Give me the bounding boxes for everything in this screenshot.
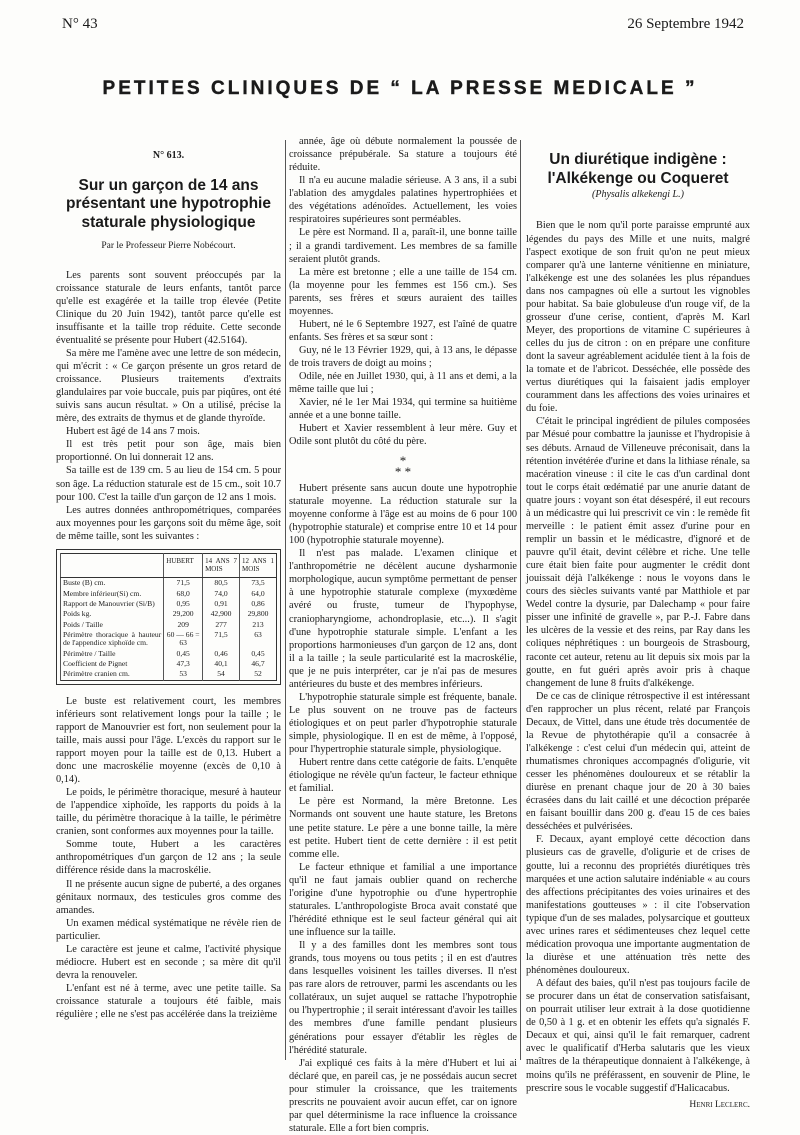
paragraph: Le caractère est jeune et calme, l'activité physique médiocre. Hubert est en seconde ; sa mère dit qu'il devra la renouveler. bbox=[56, 943, 281, 981]
paragraph: Le buste est relativement court, les membres inférieurs sont relativement longs pour la taille ; le rapport de Manouvrier est fort, non seulement pour la taille, mais aussi pour l'âge. L'excès du rapport sur le rapport moyen pour la taille est de 0,13. Hubert a donc une macroskélie moyenne (excès de 0,10 à 0,14). bbox=[56, 695, 281, 786]
paragraph: L'enfant est né à terme, avec une petite taille. Sa croissance staturale a toujours été faible, mais régulière ; elle ne s'est pas accélérée dans la treizième bbox=[56, 983, 281, 1021]
article1-title: Sur un garçon de 14 ans présentant une hypotrophie staturale physiologique bbox=[66, 176, 271, 231]
table-cell: 71,5 bbox=[164, 578, 203, 589]
section-separator: * * * bbox=[394, 452, 412, 480]
paragraph: Le père est Normand. Il a, paraît-il, une bonne taille ; il a grandi tardivement. Les membres de sa famille seraient plutôt grands. bbox=[289, 227, 517, 265]
paragraph: Il est très petit pour son âge, mais bien proportionné. On lui donnerait 12 ans. bbox=[56, 439, 281, 464]
table-cell: 277 bbox=[203, 620, 240, 630]
table-cell: 47,3 bbox=[164, 659, 203, 669]
paragraph: Les autres données anthropométriques, comparées aux moyennes pour les garçons soit du même âge, soit de même taille, sont les suivantes : bbox=[56, 504, 281, 542]
paragraph: L'hypotrophie staturale simple est fréquente, banale. Le plus souvent on ne trouve pas de facteurs étiologiques et on peut parler d'hypotrophie staturale simple, physiologique. Il en est de même, à l'opposé, pour l'hypertrophie staturale simple, physiologique. bbox=[289, 691, 517, 756]
paragraph: De ce cas de clinique rétrospective il est intéressant d'en rapprocher un plus récent, relaté par François Decaux, de Vittel, dans une étude très documentée de la Revue de phytothérapie qu'il a consacrée à l'alkékenge : c'est celui d'un médecin qui, atteint de rhumatismes chroniques accompagnés d'oligurie, vit cesser les phénomènes douloureux et se rétablir la diurèse en prenant chaque jour de 20 à 30 baies écrasées dans du lait caillé et une décoction préparée en faisant bouillir dans 200 g. d'eau 15 de ces baies desséchées et pulvérisées. bbox=[526, 690, 750, 833]
paragraph: Il n'a eu aucune maladie sérieuse. A 3 ans, il a subi l'ablation des amygdales palatines hypertrophiées et des végétations adénoïdes. Actuellement, les voies respiratoires supérieures sont perméables. bbox=[289, 175, 517, 226]
article-number: N° 613. bbox=[152, 150, 185, 161]
paragraph: Hubert est âgé de 14 ans 7 mois. bbox=[66, 426, 200, 438]
table-cell: Périmètre cranien cm. bbox=[61, 669, 164, 680]
table-header-cell: 14 ANS 7 MOIS bbox=[203, 553, 240, 577]
paragraph: Sa taille est de 139 cm. 5 au lieu de 154 cm. 5 pour son âge. La réduction staturale est de 15 cm., soit 10.7 pour 100. C'est la taille d'un garçon de 12 ans 1 mois. bbox=[56, 465, 281, 503]
paragraph: Bien que le nom qu'il porte paraisse emprunté aux légendes du pays des Mille et une nuits, malgré l'aspect exotique de son fruit qu'on ne peut mieux comparer qu'à une lanterne vénitienne en miniature, l'alkékenge est une des solanées les plus répandues dans nos campagnes où elle a surtout les vignobles pour habitat. Sa baie globuleuse d'un rouge vif, de la grosseur d'une cerise, contient, d'après M. Karl Meyer, des proportions de vitamine C supérieures à celles du jus de citron : on en prépare une confiture dont la saveur agréablement acidulée tient à la fois de la tomate et de l'abricot. Desséchée, elle possède des vertus diurétiques qui la faisaient jadis employer couramment dans les affections des voies urinaires et du foie. bbox=[526, 220, 750, 415]
table-cell: 209 bbox=[164, 620, 203, 630]
article2-column bbox=[526, 150, 750, 1111]
table-cell: 68,0 bbox=[164, 589, 203, 599]
table-row bbox=[61, 609, 277, 619]
table-cell: Membre inférieur(Si) cm. bbox=[61, 589, 164, 599]
table-cell: 64,0 bbox=[240, 589, 277, 599]
table-cell: Poids / Taille bbox=[61, 620, 164, 630]
paragraph: F. Decaux, ayant employé cette décoction dans plusieurs cas de gravelle, d'oligurie et de crises de goutte, lui a reconnu des propriétés diurétiques très marquées et une action salutaire indéniable « au cours des affections précipitantes des voies urinaires et des manifestations goutteuses » : il cite l'observation typique d'un de ses malades, polysarcique et goutteux avec urines rares et sédimenteuses chez lequel cette médication provoqua une importante augmentation de la diurèse et une atténuation très nette des phénomènes douloureux. bbox=[526, 834, 750, 976]
paragraph: Somme toute, Hubert a les caractères anthropométriques d'un garçon de 12 ans ; la seule différence réside dans la macroskélie. bbox=[56, 839, 281, 877]
article2-signature: Henri Leclerc. bbox=[689, 1099, 750, 1110]
paragraph: Les parents sont souvent préoccupés par la croissance staturale de leurs enfants, tantôt parce qu'elle est exagérée et la taille trop élevée (Petite Clinique du 20 Juin 1942), tantôt parce qu'elle est insuffisante et la taille trop réduite. Cette seconde éventualité se présente pour Hubert (42.5164). bbox=[56, 269, 281, 346]
table-cell: 213 bbox=[240, 620, 277, 630]
table-row bbox=[61, 630, 277, 649]
table-cell: 29,200 bbox=[164, 609, 203, 619]
paragraph: Hubert rentre dans cette catégorie de faits. L'enquête étiologique ne révèle qu'un facteur, le facteur ethnique et familial. bbox=[289, 757, 517, 795]
paragraph: Il n'est pas malade. L'examen clinique et l'anthropométrie ne décèlent aucune dysharmonie morphologique, aucun symptôme permettant de penser à une hypotrophie staturale complexe (myxœdème avéré ou fruste, tumeur de l'hypophyse, craniopharyngiome, achondroplasie, etc...). Il s'agit d'une hypotrophie staturale simple. L'enfant a les proportions harmonieuses d'un garçon de 12 ans, dont il a la taille ; la seule particularité est la macroskélie, que je ne puis interpréter, car je n'ai pas de mesures antérieures du buste et des membres inférieurs. bbox=[289, 548, 517, 690]
anthropometry-table-frame bbox=[56, 549, 281, 685]
paragraph: Guy, né le 13 Février 1929, qui, à 13 ans, le dépasse de trois travers de doigt au moins ; bbox=[289, 345, 517, 370]
table-cell: 0,45 bbox=[240, 649, 277, 659]
article1-intro bbox=[56, 269, 281, 543]
article1-column1 bbox=[56, 150, 281, 1021]
article2-subtitle: (Physalis alkekengi L.) bbox=[592, 188, 684, 200]
table-row bbox=[61, 599, 277, 609]
article1-conclusion bbox=[289, 482, 517, 1135]
paragraph: La mère est bretonne ; elle a une taille de 154 cm. (la moyenne pour les femmes est 156 cm.). Ses parents, ses frères et sœurs auraient des tailles moyennes. bbox=[289, 266, 517, 317]
table-cell: 0,45 bbox=[164, 649, 203, 659]
table-row bbox=[61, 589, 277, 599]
issue-number: N° 43 bbox=[62, 16, 98, 32]
paragraph: Il ne présente aucun signe de puberté, a des organes génitaux normaux, des testicules gros comme des amandes. bbox=[56, 878, 281, 916]
table-cell: 40,1 bbox=[203, 659, 240, 669]
column-rule bbox=[520, 140, 521, 1060]
paragraph: Odile, née en Juillet 1930, qui, à 11 ans et demi, a la même taille que lui ; bbox=[289, 371, 517, 396]
paragraph: Le facteur ethnique et familial a une importance qu'il ne faut jamais oublier quand on recherche l'origine d'une hypotrophie ou d'une hypertrophie staturales. L'anthropologiste Broca avait constaté que l'hérédité ethnique est le seul facteur général qui ait une influence sur la taille. bbox=[289, 861, 517, 938]
table-cell: 80,5 bbox=[203, 578, 240, 589]
table-header-cell: 12 ANS 1 MOIS bbox=[240, 553, 277, 577]
issue-date: 26 Septembre 1942 bbox=[627, 16, 744, 32]
table-cell: 74,0 bbox=[203, 589, 240, 599]
table-cell: 0,95 bbox=[164, 599, 203, 609]
paragraph: Le poids, le périmètre thoracique, mesuré à hauteur de l'appendice xiphoïde, les rapports du poids à la taille, du périmètre thoracique à la taille, le périmètre cranien, sont conformes aux moyennes pour la taille. bbox=[56, 787, 281, 838]
table-cell: Buste (B) cm. bbox=[61, 578, 164, 589]
table-row bbox=[61, 578, 277, 589]
article1-byline: Par le Professeur Pierre Nobécourt. bbox=[101, 241, 236, 252]
anthropometry-table bbox=[60, 553, 277, 681]
article1-column2 bbox=[289, 135, 517, 1135]
table-row bbox=[61, 649, 277, 659]
table-cell: 71,5 bbox=[203, 630, 240, 649]
paragraph: C'était le principal ingrédient de pilules composées par Mésué pour combattre la jaunisse et l'hydropisie à ses débuts. Arnaud de Villeneuve préconisait, dans la rétention invétérée d'urine et dans la lithiase rénale, sa macération vineuse : il cite le cas d'un cardinal dont tout le corps était œdématié par une anurie datant de quatre jours : voyant son état désespéré, il eut recours à un médicastre qui lui prescrivit ce vin : le remède fit merveille : le patient émit assez d'urine pour en remplir un bassin et le médicastre, d'ignoré et de pauvre qu'il était, devint célèbre et riche. Une telle cure était bien faite pour augmenter le crédit dont jouissait déjà l'alkékenge : nous le voyons dans le cours des siècles suivants vanté par Matthiole et par Wedel contre la dysurie, par Dalechamp « pour faire pisser une infinité de gravelle », par P.-J. Fabre dans les ulcères de la vessie et des reins, par Ray dans les coliques néphrétiques : un bourgeois de Strasbourg, raconte cet auteur, retenu au lit depuis six mois par la goutte, en fut guéri après avoir pris à chaque changement de lune 8 fruits d'alkékenge. bbox=[526, 416, 750, 689]
table-row bbox=[61, 659, 277, 669]
table-cell: 54 bbox=[203, 669, 240, 680]
table-cell: 46,7 bbox=[240, 659, 277, 669]
paragraph: A défaut des baies, qu'il n'est pas toujours facile de se procurer dans un état de conservation satisfaisant, on pourrait utiliser leur extrait à la dose quotidienne de 0,50 à 1 g. et en obtenir les effets qu'a signalés F. Decaux et qui, ainsi qu'il le fait remarquer, cadrent avec le qualificatif d'Herba salutaris que les vieux maîtres de la thérapeutique donnaient à l'alkékenge, à moins qu'ils ne préférassent, en souvenir de Pline, le prescrire sous le vocable suggestif d'Halicacabus. bbox=[526, 978, 750, 1094]
table-cell: Poids kg. bbox=[61, 609, 164, 619]
article2-title: Un diurétique indigène : l'Alkékenge ou Coqueret bbox=[547, 151, 729, 188]
paragraph: Hubert et Xavier ressemblent à leur mère. Guy et Odile sont plutôt du côté du père. bbox=[289, 423, 517, 448]
table-header-cell bbox=[61, 553, 164, 577]
paragraph: Il y a des familles dont les membres sont tous grands, tous moyens ou tous petits ; il en est d'autres dans lesquelles voisinent les tailles diverses. Il n'est pas rare alors de retrouver, parmi les ascendants ou les collatéraux, un sujet auquel se rattache l'hypotrophie ou l'hypertrophie ; il serait intéressant d'avoir les tailles des membres d'une famille pendant plusieurs générations pour essayer d'établir les règles de l'hérédité staturale. bbox=[289, 940, 517, 1056]
table-cell: 29,800 bbox=[240, 609, 277, 619]
table-cell: 0,46 bbox=[203, 649, 240, 659]
article1-history bbox=[289, 135, 517, 449]
table-cell: Périmètre / Taille bbox=[61, 649, 164, 659]
table-cell: 60 — 66 = 63 bbox=[164, 630, 203, 649]
column-rule bbox=[285, 140, 286, 1060]
article2-body bbox=[526, 219, 750, 1094]
table-header-cell: HUBERT bbox=[164, 553, 203, 577]
paragraph: Hubert, né le 6 Septembre 1927, est l'aîné de quatre enfants. Ses frères et sa sœur sont : bbox=[289, 318, 517, 343]
table-cell: 73,5 bbox=[240, 578, 277, 589]
paragraph: Sa mère me l'amène avec une lettre de son médecin, qui m'écrit : « Ce garçon présente un gros retard de croissance. Plusieurs traitements d'extraits glandulaires par voie buccale, puis par piqûres, ont été suivis sans aucun résultat. » On a utilisé, précise la mère, des extraits de thymus et de glande thyroïde. bbox=[56, 347, 281, 425]
paragraph: J'ai expliqué ces faits à la mère d'Hubert et lui ai déclaré que, en pareil cas, je ne possédais aucun secret pour stimuler la croissance, que les traitements prescrits ne pouvaient avoir aucun effet, car on ignore par quel déterminisme la race influence la croissance staturale. Elle a fort bien compris. bbox=[289, 1057, 517, 1134]
paragraph: Un examen médical systématique ne révèle rien de particulier. bbox=[56, 917, 281, 942]
table-cell: 0,91 bbox=[203, 599, 240, 609]
table-cell: Périmètre thoracique à hauteur de l'appendice xiphoïde cm. bbox=[61, 630, 164, 649]
table-cell: 63 bbox=[240, 630, 277, 649]
paragraph: Hubert présente sans aucun doute une hypotrophie staturale moyenne. La réduction staturale sur la moyenne conforme à l'âge est au moins de 6 pour 100 (hypotrophie staturale) et comprise entre 10 et 14 pour 100 (hypotrophie staturale moyenne). bbox=[289, 482, 517, 547]
paragraph: année, âge où débute normalement la poussée de croissance prépubérale. Sa stature a toujours été réduite. bbox=[289, 136, 517, 174]
table-row bbox=[61, 620, 277, 630]
section-banner: PETITES CLINIQUES DE “ LA PRESSE MEDICALE ” bbox=[102, 78, 698, 99]
table-row bbox=[61, 669, 277, 680]
table-cell: 0,86 bbox=[240, 599, 277, 609]
table-cell: 53 bbox=[164, 669, 203, 680]
table-cell: 52 bbox=[240, 669, 277, 680]
article1-discussion bbox=[56, 695, 281, 1022]
table-cell: Rapport de Manouvrier (Si/B) bbox=[61, 599, 164, 609]
paragraph: Le père est Normand, la mère Bretonne. Les Normands ont souvent une haute stature, les Bretons une petite stature. Le père a une bonne taille, la mère est petite. Hubert tient de cette dernière : il est petit comme elle. bbox=[289, 796, 517, 860]
table-cell: Coefficient de Pignet bbox=[61, 659, 164, 669]
paragraph: Xavier, né le 1er Mai 1934, qui termine sa huitième année et a une bonne taille. bbox=[289, 397, 517, 422]
table-cell: 42,900 bbox=[203, 609, 240, 619]
table-header-row bbox=[61, 553, 277, 577]
